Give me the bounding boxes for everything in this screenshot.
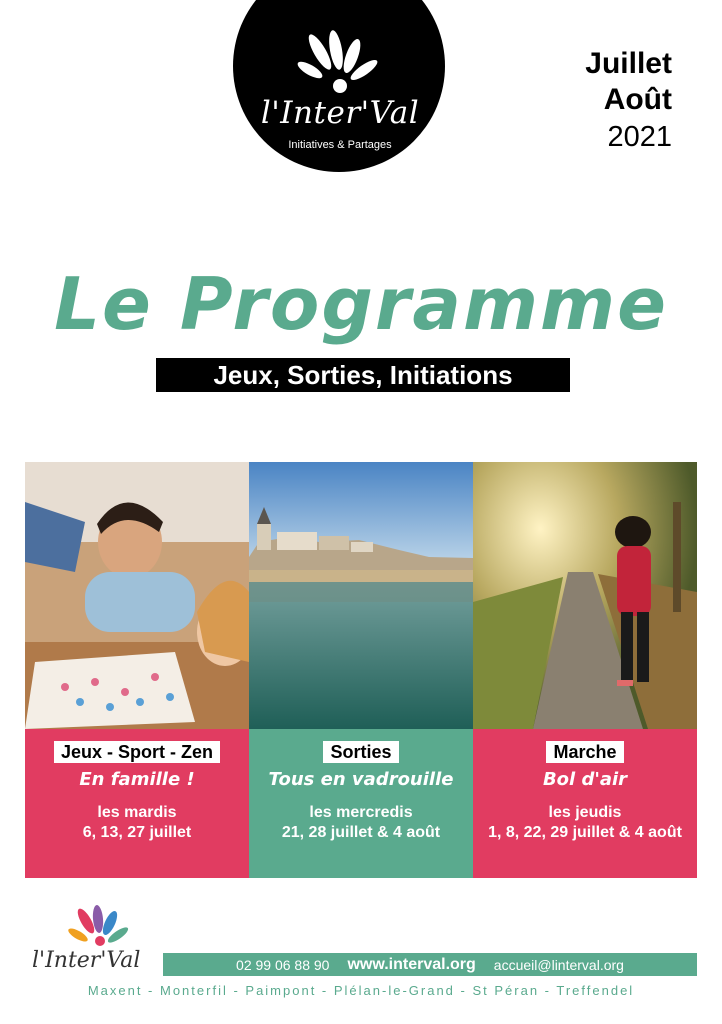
activity-outings: [249, 462, 473, 878]
activity-days: [25, 803, 249, 843]
activity-tag: Marche: [546, 741, 623, 763]
activity-dates: 6, 13, 27 juillet: [82, 824, 192, 841]
activity-tagline: Tous en vadrouille: [268, 769, 454, 790]
photo-harbor: [249, 462, 473, 729]
logo-wordmark: l'Inter'Val: [260, 95, 420, 131]
contact-bar: [163, 953, 697, 976]
towns-list: Maxent - Monterfil - Paimpont - Plélan-le-Grand - St Péran - Treffendel: [87, 983, 635, 998]
page-subtitle: Jeux, Sorties, Initiations: [156, 358, 570, 392]
panel-outings: [249, 729, 473, 878]
logo-fan-icon: [290, 30, 390, 100]
phone-number[interactable]: 02 99 06 88 90: [236, 956, 330, 973]
year: 2021: [607, 121, 672, 153]
activity-tag: Sorties: [323, 741, 398, 763]
activity-days: [249, 803, 473, 843]
email-link[interactable]: accueil@linterval.org: [493, 956, 624, 973]
activity-grid: [25, 462, 697, 878]
activity-day: les jeudis: [548, 804, 622, 821]
footer-logo-wordmark: l'Inter'Val: [32, 948, 141, 973]
activity-days: [473, 803, 697, 843]
website-link[interactable]: www.interval.org: [347, 955, 476, 973]
page-title: Le Programme: [54, 262, 668, 346]
activity-day: les mardis: [97, 804, 177, 821]
activity-tag: Jeux - Sport - Zen: [54, 741, 220, 763]
activity-dates: 1, 8, 22, 29 juillet & 4 août: [488, 824, 682, 841]
photo-family-games: [25, 462, 249, 729]
activity-games: [25, 462, 249, 878]
activity-walk: [473, 462, 697, 878]
month-1: Juillet: [585, 47, 672, 80]
panel-games: [25, 729, 249, 878]
photo-walk: [473, 462, 697, 729]
activity-tagline: En famille !: [79, 769, 195, 790]
date-block: [585, 46, 672, 156]
activity-day: les mercredis: [309, 804, 413, 821]
activity-dates: 21, 28 juillet & 4 août: [281, 824, 441, 841]
logo-subtitle: Initiatives & Partages: [288, 139, 392, 151]
panel-walk: [473, 729, 697, 878]
month-2: Août: [603, 83, 672, 116]
activity-tagline: Bol d'air: [542, 769, 628, 790]
